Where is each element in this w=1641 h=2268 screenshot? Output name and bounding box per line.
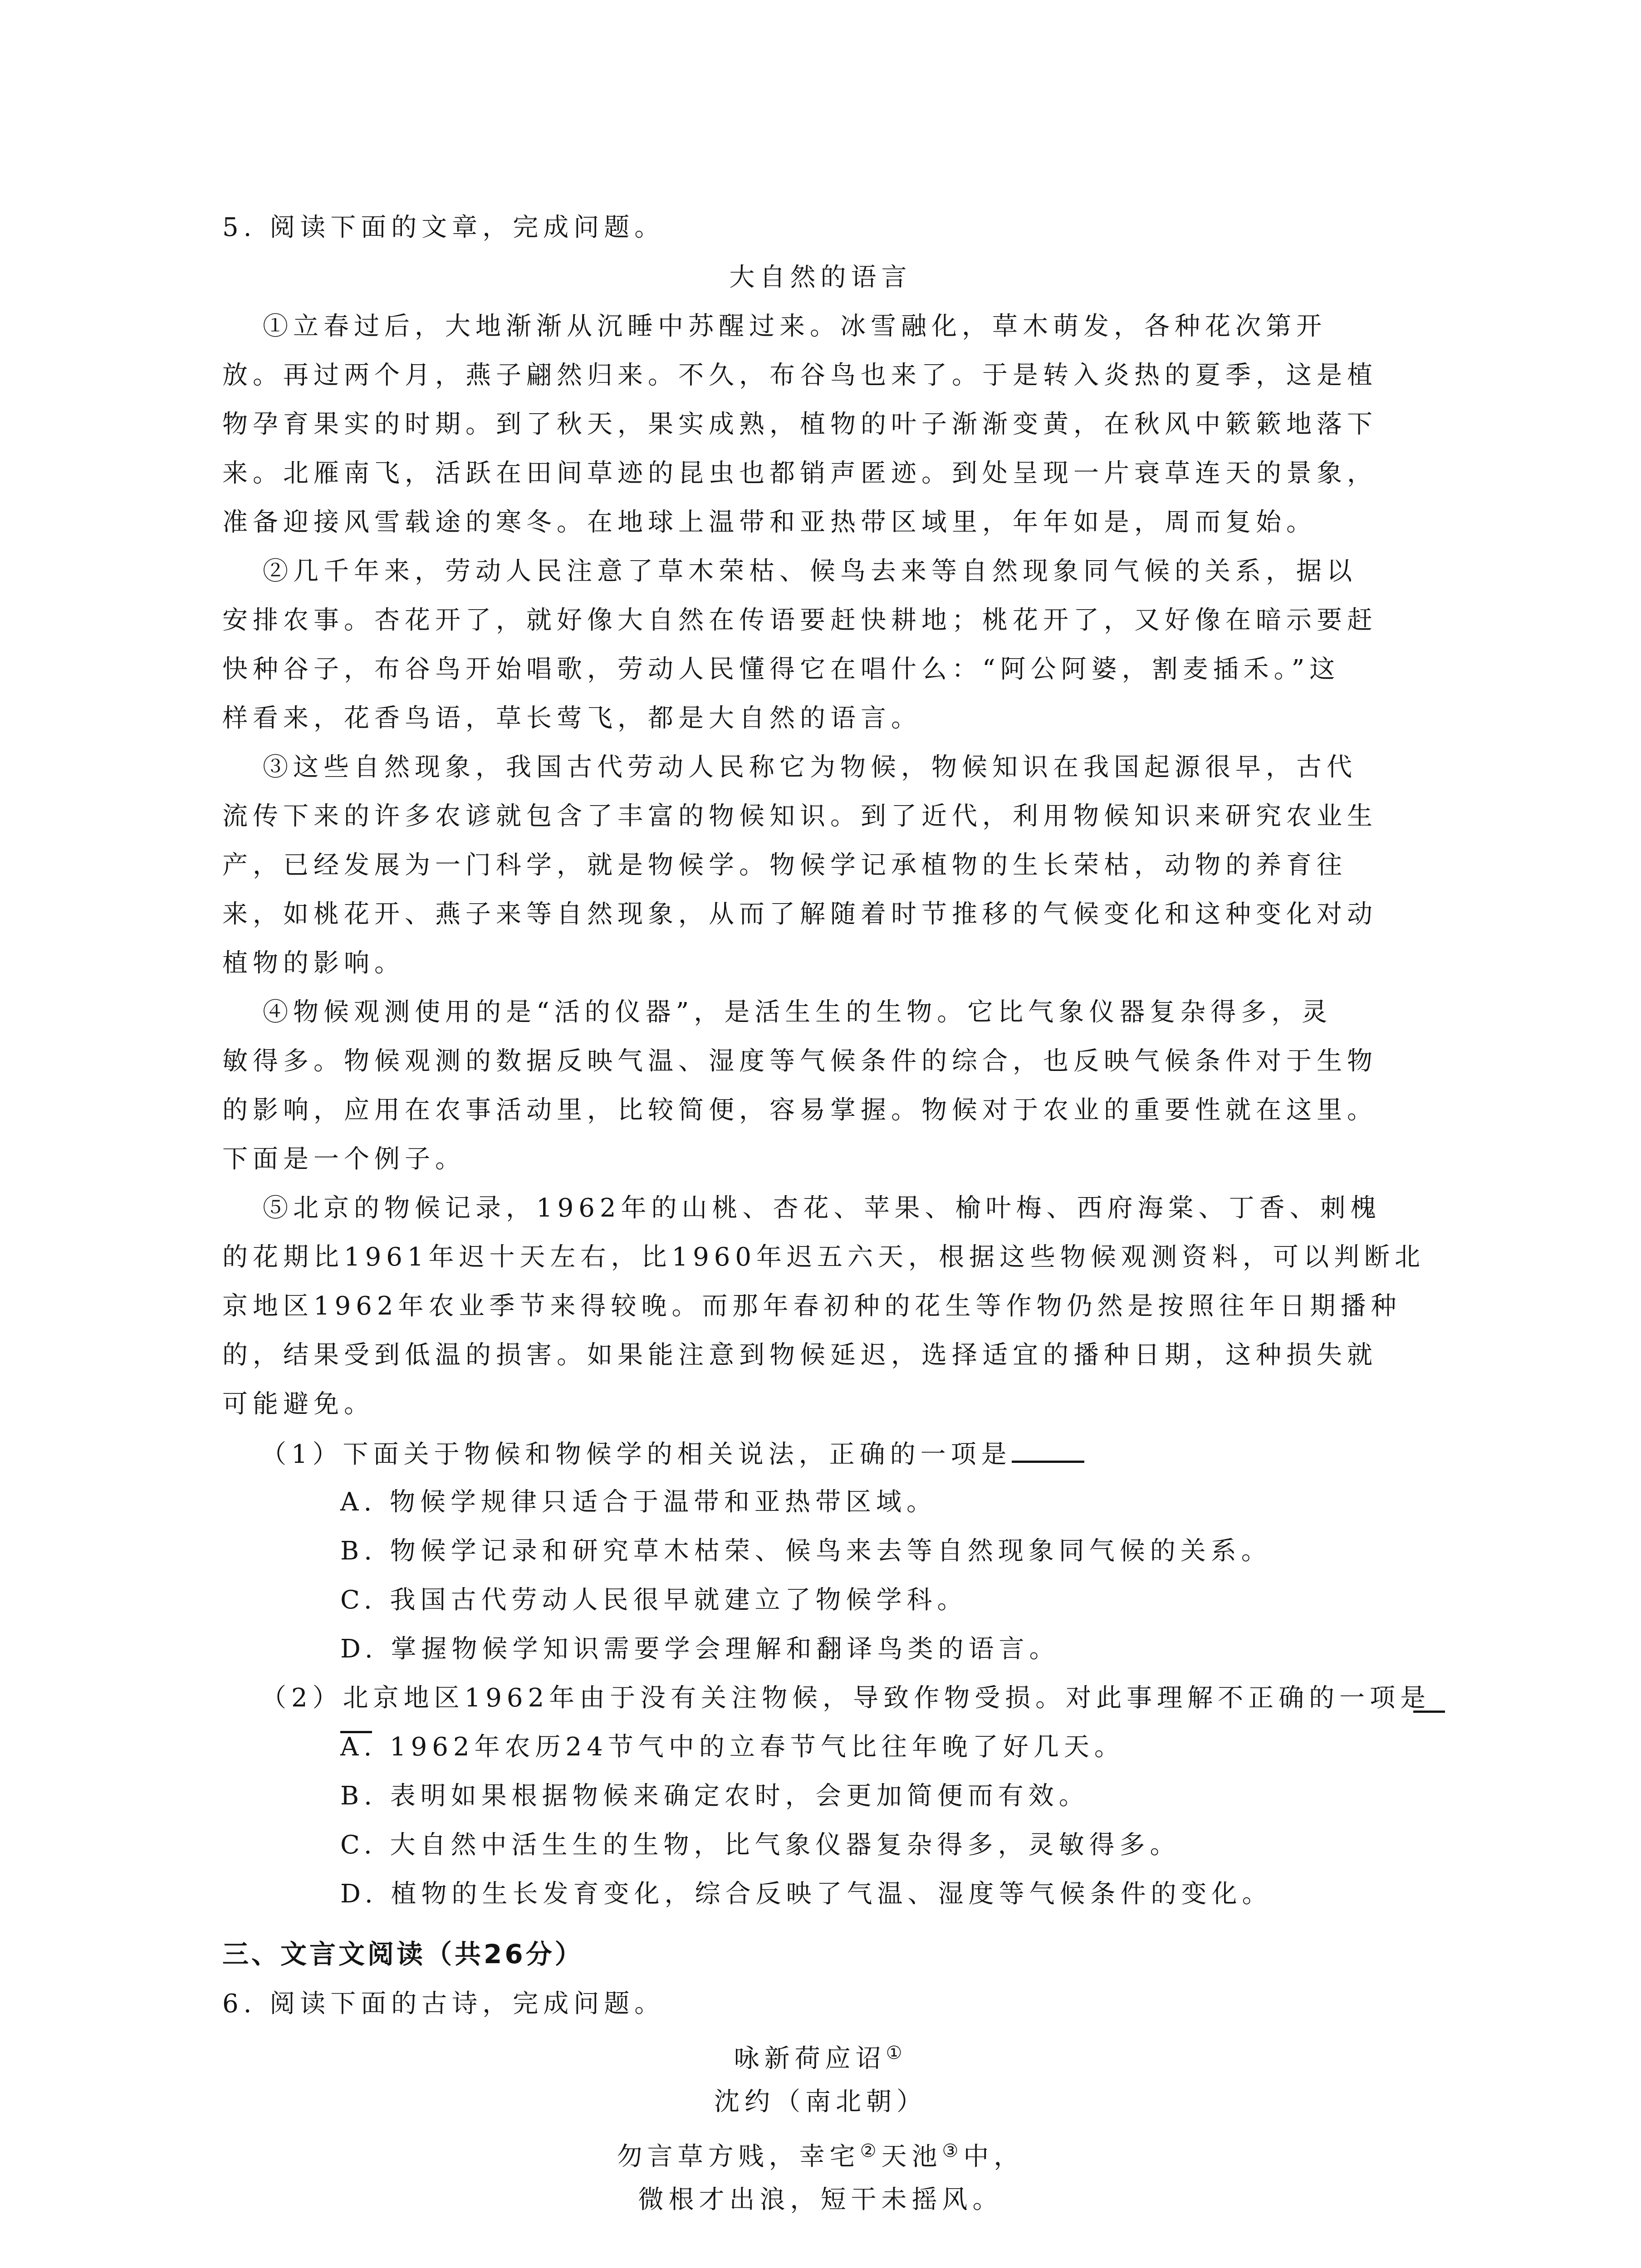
paragraph-4-line: 下面是一个例子。 [222, 1144, 465, 1174]
paragraph-2-line: ②几千年来，劳动人民注意了草木荣枯、候鸟去来等自然现象同气候的关系，据以 [263, 557, 1357, 586]
option-d: D. 掌握物候学知识需要学会理解和翻译鸟类的语言。 [340, 1634, 1060, 1664]
poem-title-text: 咏新荷应诏 [734, 2044, 886, 2073]
paragraph-5-line: ⑤北京的物候记录，1962年的山桃、杏花、苹果、榆叶梅、西府海棠、丁香、刺槐 [263, 1193, 1381, 1223]
paragraph-5-line: 京地区1962年农业季节来得较晚。而那年春初种的花生等作物仍然是按照往年日期播种 [222, 1291, 1401, 1321]
section-3-heading: 三、文言文阅读（共26分） [222, 1939, 584, 1970]
paragraph-5-line: 可能避免。 [222, 1389, 374, 1419]
footnote-marker: ① [886, 2043, 907, 2063]
option-d: D. 植物的生长发育变化，综合反映了气温、湿度等气候条件的变化。 [340, 1879, 1273, 1909]
paragraph-1-line: 准备迎接风雪载途的寒冬。在地球上温带和亚热带区域里，年年如是，周而复始。 [222, 508, 1317, 537]
poem-text: 中， [963, 2142, 1024, 2171]
paragraph-1-line: ①立春过后，大地渐渐从沉睡中苏醒过来。冰雪融化，草木萌发，各种花次第开 [263, 312, 1327, 341]
poem-author: 沈约（南北朝） [714, 2087, 927, 2116]
paragraph-1-line: 放。再过两个月，燕子翩然归来。不久，布谷鸟也来了。于是转入炎热的夏季，这是植 [222, 361, 1377, 390]
option-a: A. 物候学规律只适合于温带和亚热带区域。 [340, 1487, 937, 1517]
paragraph-3-line: 来，如桃花开、燕子来等自然现象，从而了解随着时节推移的气候变化和这种变化对动 [222, 899, 1377, 929]
poem-text: 勿言草方贱，幸宅 [617, 2142, 860, 2171]
answer-blank[interactable] [1012, 1435, 1084, 1463]
option-c: C. 我国古代劳动人民很早就建立了物候学科。 [340, 1585, 968, 1615]
poem-line-2: 微根才出浪，短干未摇风。 [638, 2185, 1003, 2214]
paragraph-2-line: 快种谷子，布谷鸟开始唱歌，劳动人民懂得它在唱什么：“阿公阿婆，割麦插禾。”这 [222, 655, 1340, 684]
option-b: B. 表明如果根据物候来确定农时，会更加简便而有效。 [340, 1781, 1089, 1811]
paragraph-5-line: 的花期比1961年迟十天左右，比1960年迟五六天，根据这些物候观测资料，可以判断北 [222, 1242, 1425, 1272]
paragraph-4-line: 敏得多。物候观测的数据反映气温、湿度等气候条件的综合，也反映气候条件对于生物 [222, 1046, 1377, 1076]
paragraph-2-line: 样看来，花香鸟语，草长莺飞，都是大自然的语言。 [222, 704, 921, 733]
question-6-heading: 6. 阅读下面的古诗，完成问题。 [222, 1989, 665, 2019]
paragraph-5-line: 的，结果受到低温的损害。如果能注意到物候延迟，选择适宜的播种日期，这种损失就 [222, 1340, 1377, 1370]
paragraph-3-line: 产，已经发展为一门科学，就是物候学。物候学记承植物的生长荣枯，动物的养育往 [222, 850, 1347, 880]
poem-title [0, 2035, 1641, 2077]
paragraph-2-line: 安排农事。杏花开了，就好像大自然在传语要赶快耕地；桃花开了，又好像在暗示要赶 [222, 606, 1377, 635]
sub-question-1-stem: （1）下面关于物候和物候学的相关说法，正确的一项是 [261, 1440, 1012, 1469]
sub-question-1 [261, 1435, 1084, 1473]
page-number [0, 2263, 1641, 2268]
option-a: A. 1962年农历24节气中的立春节气比往年晚了好几天。 [340, 1732, 1125, 1762]
answer-blank[interactable] [1413, 1685, 1445, 1713]
paragraph-4-line: ④物候观测使用的是“活的仪器”，是活生生的生物。它比气象仪器复杂得多，灵 [263, 997, 1332, 1027]
footnote-marker: ③ [942, 2141, 964, 2161]
paragraph-3-line: 流传下来的许多农谚就包含了丰富的物候知识。到了近代，利用物候知识来研究农业生 [222, 802, 1377, 831]
paragraph-4-line: 的影响，应用在农事活动里，比较简便，容易掌握。物候对于农业的重要性就在这里。 [222, 1095, 1377, 1125]
paragraph-3-line: ③这些自然现象，我国古代劳动人民称它为物候，物候知识在我国起源很早，古代 [263, 753, 1357, 782]
option-c: C. 大自然中活生生的生物，比气象仪器复杂得多，灵敏得多。 [340, 1830, 1181, 1860]
article-title: 大自然的语言 [729, 263, 912, 292]
paragraph-3-line: 植物的影响。 [222, 948, 405, 978]
sub-question-2-stem: （2）北京地区1962年由于没有关注物候，导致作物受损。对此事理解不正确的一项是 [261, 1683, 1431, 1713]
footnote-marker: ② [860, 2141, 882, 2161]
poem-text: 天池 [881, 2142, 942, 2171]
option-b: B. 物候学记录和研究草木枯荣、候鸟来去等自然现象同气候的关系。 [340, 1536, 1272, 1566]
paragraph-1-line: 物孕育果实的时期。到了秋天，果实成熟，植物的叶子渐渐变黄，在秋风中簌簌地落下 [222, 410, 1377, 439]
paragraph-1-line: 来。北雁南飞，活跃在田间草迹的昆虫也都销声匿迹。到处呈现一片衰草连天的景象， [222, 459, 1377, 488]
poem-line-1 [0, 2133, 1641, 2175]
question-5-heading: 5. 阅读下面的文章，完成问题。 [222, 213, 665, 242]
